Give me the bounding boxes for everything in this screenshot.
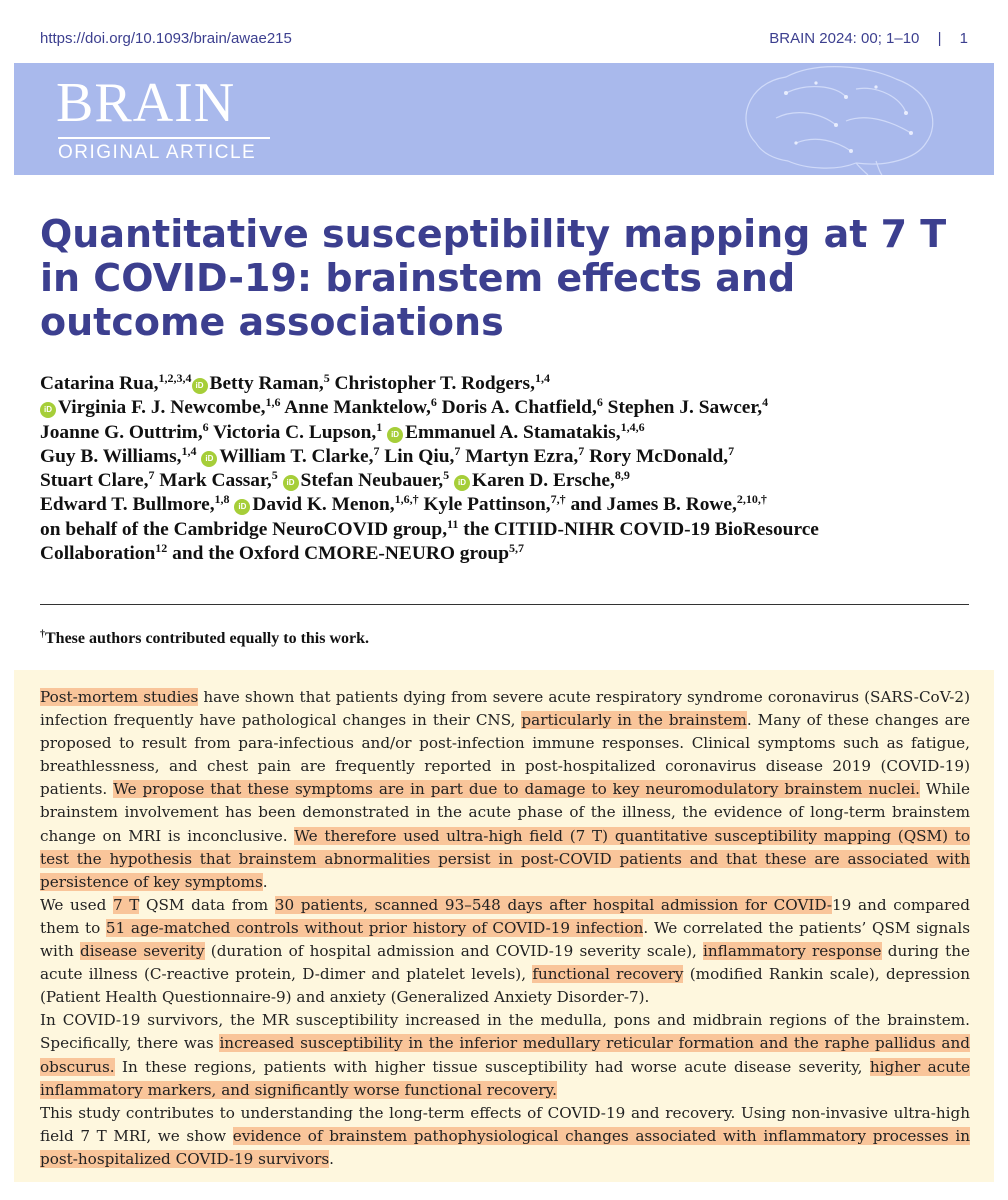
highlighted-text: We propose that these symptoms are in part due to damage to key neuromodulatory brainstem nuclei. bbox=[113, 780, 920, 799]
abstract-text: 19 and compared them to bbox=[40, 895, 970, 937]
author-line bbox=[40, 493, 980, 517]
orcid-icon[interactable]: iD bbox=[454, 475, 470, 491]
affiliation-superscript: 1,6,† bbox=[394, 492, 419, 507]
author-name: Emmanuel A. Stamatakis, bbox=[405, 421, 621, 443]
abstract-paragraph bbox=[40, 686, 970, 894]
author-name: Edward T. Bullmore, bbox=[40, 494, 215, 516]
abstract-text: (modified Rankin scale), depression (Patient Health Questionnaire-9) and anxiety (Generalized Anxiety Disorder-7). bbox=[40, 965, 970, 1007]
orcid-icon[interactable]: iD bbox=[40, 402, 56, 418]
highlighted-text: disease severity bbox=[79, 942, 205, 961]
highlighted-text: 30 patients, scanned 93–548 days after hospital admission for COVID- bbox=[274, 895, 833, 914]
article-title: Quantitative susceptibility mapping at 7 T in COVID-19: brainstem effects and outcome associations bbox=[40, 212, 947, 344]
highlighted-text: 51 age-matched controls without prior history of COVID-19 infection bbox=[105, 918, 644, 937]
affiliation-superscript: 7 bbox=[578, 443, 585, 458]
affiliation-superscript: 12 bbox=[155, 541, 168, 556]
author-name: Collaboration bbox=[40, 543, 156, 565]
affiliation-superscript: 2,10,† bbox=[736, 492, 767, 507]
author-name bbox=[278, 470, 283, 491]
orcid-icon[interactable]: iD bbox=[201, 451, 217, 467]
author-name: on behalf of the Cambridge NeuroCOVID group, bbox=[40, 518, 448, 540]
orcid-icon[interactable]: iD bbox=[234, 499, 250, 515]
author-name: Joanne G. Outtrim, bbox=[40, 421, 203, 443]
author-name: David K. Menon, bbox=[252, 494, 395, 516]
journal-citation bbox=[761, 30, 968, 47]
author-name: Karen D. Ersche, bbox=[471, 470, 615, 492]
abstract-text: In COVID-19 survivors, the MR susceptibility increased in the medulla, pons and midbrain regions of the brainstem. Specifically, there was bbox=[40, 1011, 970, 1053]
orcid-icon[interactable]: iD bbox=[192, 378, 208, 394]
author-name: William T. Clarke, bbox=[219, 445, 374, 467]
equal-contribution-note bbox=[40, 630, 369, 648]
author-name: Victoria C. Lupson, bbox=[208, 421, 377, 443]
affiliation-superscript: 7 bbox=[373, 443, 380, 458]
author-list bbox=[40, 372, 980, 566]
header-separator: | bbox=[937, 30, 942, 47]
abstract-text: We used bbox=[40, 895, 113, 914]
author-line bbox=[40, 396, 980, 420]
abstract-text: . We correlated the patients’ QSM signals with bbox=[40, 918, 970, 961]
author-name: Guy B. Williams, bbox=[40, 445, 182, 467]
highlighted-text: We therefore used ultra-high field (7 T) quantitative susceptibility mapping (QSM) to test the hypothesis that brainstem abnormalities persist in post-COVID patients and that these are associated with persistence of key symptoms bbox=[40, 826, 971, 891]
author-name: Lin Qiu, bbox=[379, 445, 455, 467]
author-name: and the Oxford CMORE-NEURO group bbox=[167, 543, 509, 565]
affiliation-superscript: 7 bbox=[148, 468, 155, 483]
affiliation-superscript: 7,† bbox=[550, 492, 566, 507]
abstract-text: during the acute illness (C-reactive protein, D-dimer and platelet levels), bbox=[40, 942, 970, 984]
abstract-text: have shown that patients dying from severe acute respiratory syndrome coronavirus (SARS-CoV-2) infection frequently have pathological changes in their CNS, bbox=[40, 688, 970, 730]
journal-banner bbox=[14, 63, 994, 175]
abstract-text: In these regions, patients with higher tissue susceptibility had worse acute disease severity, bbox=[114, 1057, 870, 1076]
highlighted-text: Post-mortem studies bbox=[40, 688, 199, 706]
note-text: These authors contributed equally to this work. bbox=[45, 630, 370, 647]
orcid-icon[interactable]: iD bbox=[283, 475, 299, 491]
article-type: ORIGINAL ARTICLE bbox=[58, 142, 257, 163]
author-name: and James B. Rowe, bbox=[565, 494, 737, 516]
author-name: Rory McDonald, bbox=[584, 445, 729, 467]
affiliation-superscript: 1,6 bbox=[265, 395, 281, 410]
author-name: Stuart Clare, bbox=[40, 470, 149, 492]
highlighted-text: increased susceptibility in the inferior medullary reticular formation and the raphe pallidus and obscurus. bbox=[40, 1034, 970, 1076]
affiliation-superscript: 8,9 bbox=[614, 468, 630, 483]
author-name: Anne Manktelow, bbox=[280, 397, 431, 419]
journal-info: BRAIN 2024: 00; 1–10 bbox=[769, 30, 920, 47]
highlighted-text: evidence of brainstem pathophysiological changes associated with inflammatory processes in post-hospitalized COVID-19 survivors bbox=[40, 1126, 970, 1168]
abstract-text: . bbox=[329, 1149, 334, 1168]
abstract-text: While brainstem involvement has been demonstrated in the acute phase of the illness, the evidence of long-term brainstem change on MRI is inconclusive. bbox=[40, 780, 971, 845]
author-name: Virginia F. J. Newcombe, bbox=[58, 397, 266, 419]
abstract-text: . Many of these changes are proposed to result from para-infectious and/or post-infection immune responses. Clinical symptoms such as fatigue, breathlessness, and chest pain are frequently reported in post-hospitalized coronavirus disease 2019 (COVID-19) patients. bbox=[40, 711, 970, 799]
author-line bbox=[40, 372, 980, 396]
affiliation-superscript: 11 bbox=[447, 516, 459, 531]
section-divider bbox=[40, 604, 969, 605]
highlighted-text: functional recovery bbox=[532, 965, 684, 984]
author-name: Stephen J. Sawcer, bbox=[602, 397, 763, 419]
affiliation-superscript: 6 bbox=[596, 395, 603, 410]
abstract bbox=[40, 686, 970, 1171]
affiliation-superscript: 1,4 bbox=[181, 443, 197, 458]
affiliation-superscript: 1,4,6 bbox=[620, 419, 645, 434]
author-name: Stefan Neubauer, bbox=[300, 470, 444, 492]
logo-divider bbox=[58, 137, 270, 139]
abstract-paragraph bbox=[40, 1102, 970, 1171]
abstract-text: QSM data from bbox=[139, 895, 275, 914]
affiliation-superscript: 1,2,3,4 bbox=[158, 371, 192, 385]
author-name: Doris A. Chatfield, bbox=[436, 397, 597, 419]
author-name: Catarina Rua, bbox=[40, 373, 159, 394]
author-line bbox=[40, 445, 980, 469]
dagger-symbol: † bbox=[40, 629, 45, 640]
author-line bbox=[40, 469, 980, 493]
affiliation-superscript: 5 bbox=[271, 468, 278, 483]
highlighted-text: higher acute inflammatory markers, and significantly worse functional recovery. bbox=[40, 1057, 971, 1099]
orcid-icon[interactable]: iD bbox=[387, 427, 403, 443]
author-name: Martyn Ezra, bbox=[460, 445, 579, 467]
author-name: Betty Raman, bbox=[209, 373, 324, 394]
affiliation-superscript: 5 bbox=[323, 371, 330, 385]
running-header bbox=[40, 30, 968, 47]
affiliation-superscript: 7 bbox=[728, 443, 735, 458]
author-name: Christopher T. Rodgers, bbox=[329, 373, 535, 394]
affiliation-superscript: 6 bbox=[202, 419, 209, 434]
affiliation-superscript: 6 bbox=[430, 395, 437, 410]
abstract-paragraph bbox=[40, 1009, 970, 1101]
abstract-paragraph bbox=[40, 894, 970, 1009]
abstract-text: (duration of hospital admission and COVID-19 severity scale), bbox=[204, 942, 704, 961]
author-line bbox=[40, 542, 980, 566]
brain-illustration-icon bbox=[726, 63, 956, 175]
page-number: 1 bbox=[959, 30, 968, 47]
abstract-text: This study contributes to understanding the long-term effects of COVID-19 and recovery. Using non-invasive ultra-high field 7 T MRI, we show bbox=[40, 1103, 970, 1145]
affiliation-superscript: 1 bbox=[376, 419, 383, 434]
highlighted-text: inflammatory response bbox=[703, 942, 882, 961]
affiliation-superscript: 1,8 bbox=[214, 492, 230, 507]
author-name: Kyle Pattinson, bbox=[418, 494, 551, 516]
highlighted-text: particularly in the brainstem bbox=[521, 711, 747, 730]
highlighted-text: 7 T bbox=[112, 895, 140, 914]
doi-link[interactable]: https://doi.org/10.1093/brain/awae215 bbox=[40, 30, 292, 47]
journal-logo: BRAIN bbox=[56, 72, 236, 134]
author-name: Mark Cassar, bbox=[154, 470, 272, 492]
author-line bbox=[40, 518, 980, 542]
affiliation-superscript: 7 bbox=[454, 443, 461, 458]
abstract-text: . bbox=[262, 872, 268, 891]
affiliation-superscript: 4 bbox=[762, 395, 769, 410]
author-line bbox=[40, 421, 980, 445]
affiliation-superscript: 1,4 bbox=[534, 371, 550, 385]
author-name: the CITIID-NIHR COVID-19 BioResource bbox=[458, 518, 819, 540]
affiliation-superscript: 5,7 bbox=[508, 541, 524, 556]
affiliation-superscript: 5 bbox=[443, 468, 450, 483]
